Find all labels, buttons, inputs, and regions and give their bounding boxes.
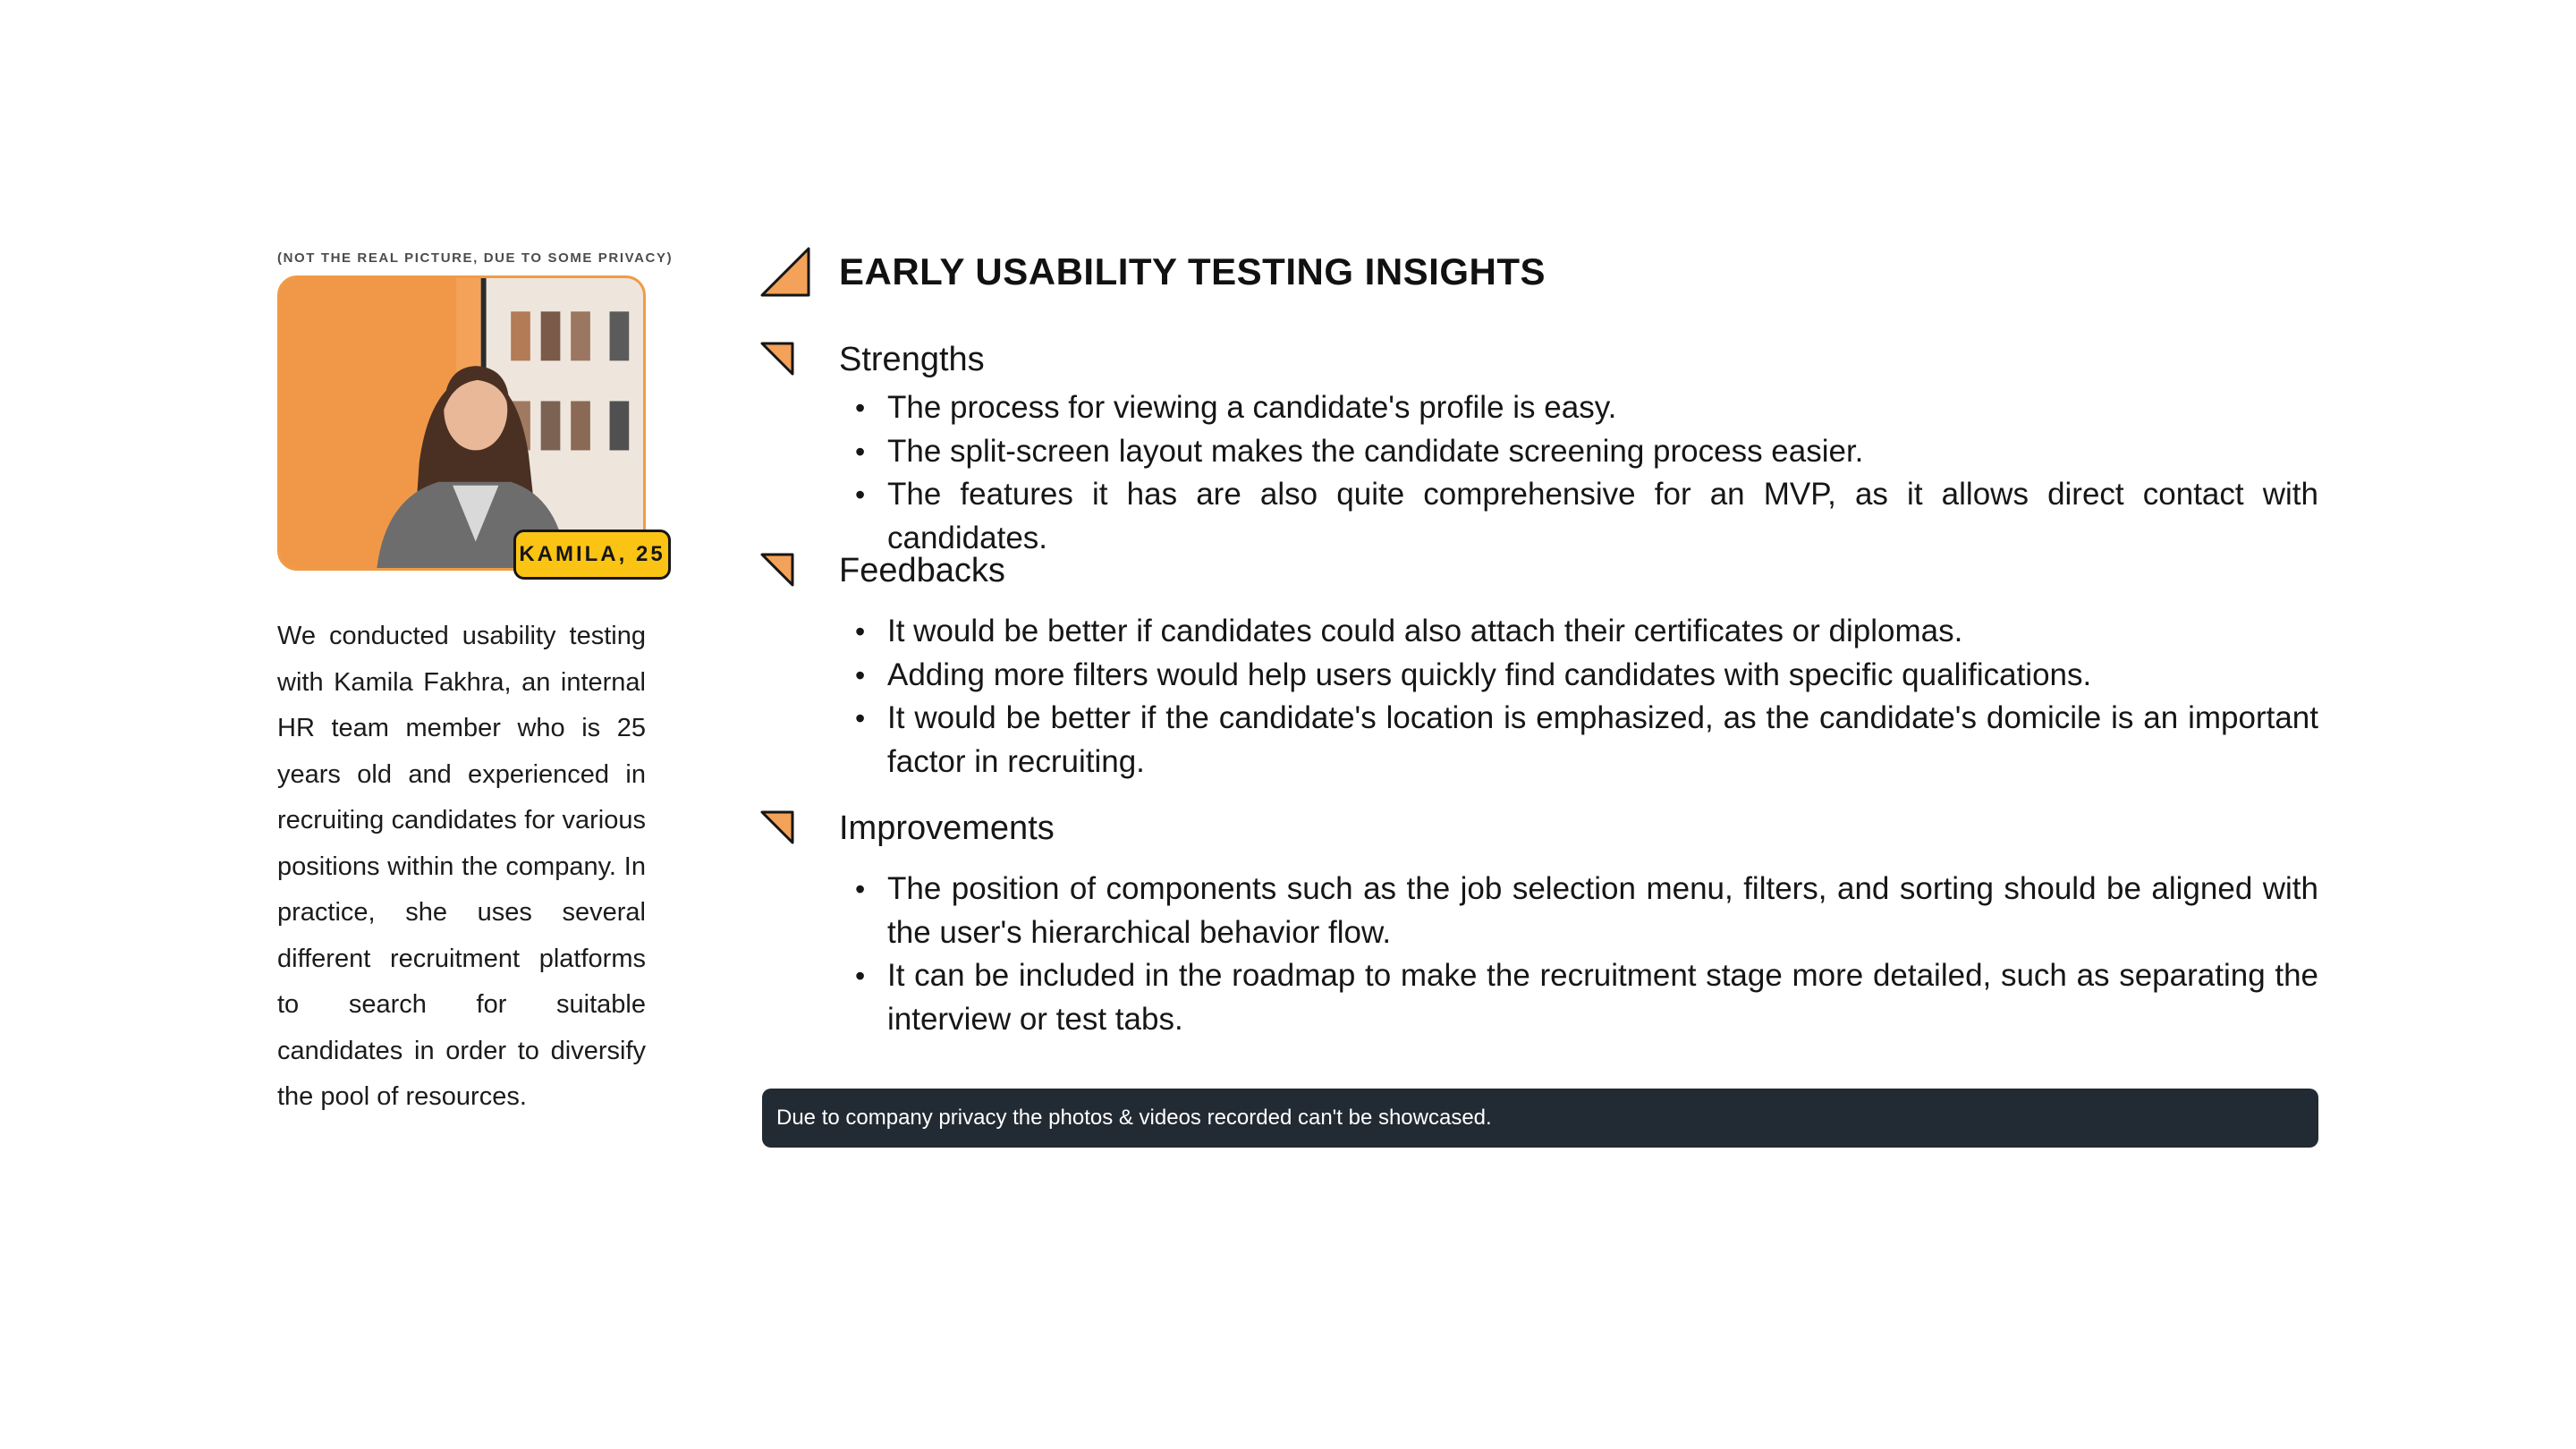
corner-triangle-icon: [760, 810, 794, 844]
list-item: • The features it has are also quite comprehensive for an MVP, as it allows direct contact with candidates.: [760, 473, 2318, 560]
section-title: Strengths: [839, 341, 985, 378]
list-item: • It would be better if the candidate's location is emphasized, as the candidate's domicile is an important factor in recruiting.: [760, 697, 2318, 784]
persona-photo: [277, 275, 646, 571]
page-title: EARLY USABILITY TESTING INSIGHTS: [839, 250, 1546, 292]
list-item: • Adding more filters would help users quickly find candidates with specific qualifications.: [760, 654, 2318, 698]
list-item: • The process for viewing a candidate's profile is easy.: [760, 386, 2318, 430]
corner-triangle-icon: [760, 342, 794, 376]
bullet-list: [760, 610, 2318, 784]
persona-photo-wrap: [277, 275, 665, 571]
section-strengths: [760, 333, 2318, 560]
bullet-list: [760, 386, 2318, 560]
section-improvements: [760, 801, 2318, 1041]
corner-triangle-icon: [760, 553, 794, 587]
list-item: • It would be better if candidates could also attach their certificates or diplomas.: [760, 610, 2318, 654]
photo-caption: (NOT THE REAL PICTURE, DUE TO SOME PRIVACY): [277, 250, 674, 266]
list-item: • It can be included in the roadmap to make the recruitment stage more detailed, such as separating the interview or test tabs.: [760, 954, 2318, 1041]
triangle-flag-icon: [760, 247, 810, 297]
insights-panel: [760, 243, 2318, 1130]
privacy-notice: Due to company privacy the photos & videos recorded can't be showcased.: [762, 1089, 2318, 1148]
insights-header: [760, 243, 2318, 301]
bullet-list: [760, 868, 2318, 1041]
list-item: • The position of components such as the job selection menu, filters, and sorting should be aligned with the user's hierarchical behavior flow.: [760, 868, 2318, 954]
persona-name-badge: KAMILA, 25: [513, 530, 671, 580]
section-feedbacks: [760, 544, 2318, 784]
section-title: Improvements: [839, 809, 1055, 847]
persona-description: We conducted usability testing with Kamila Fakhra, an internal HR team member who is 25 years old and experienced in recruiting candidates for various positions within the company. In practice, she uses several different recruitment platforms to search for suitable candidates in order to diversify the pool of resources.: [277, 622, 646, 1111]
list-item: • The split-screen layout makes the candidate screening process easier.: [760, 430, 2318, 474]
section-title: Feedbacks: [839, 552, 1005, 589]
persona-card: [277, 249, 674, 1111]
